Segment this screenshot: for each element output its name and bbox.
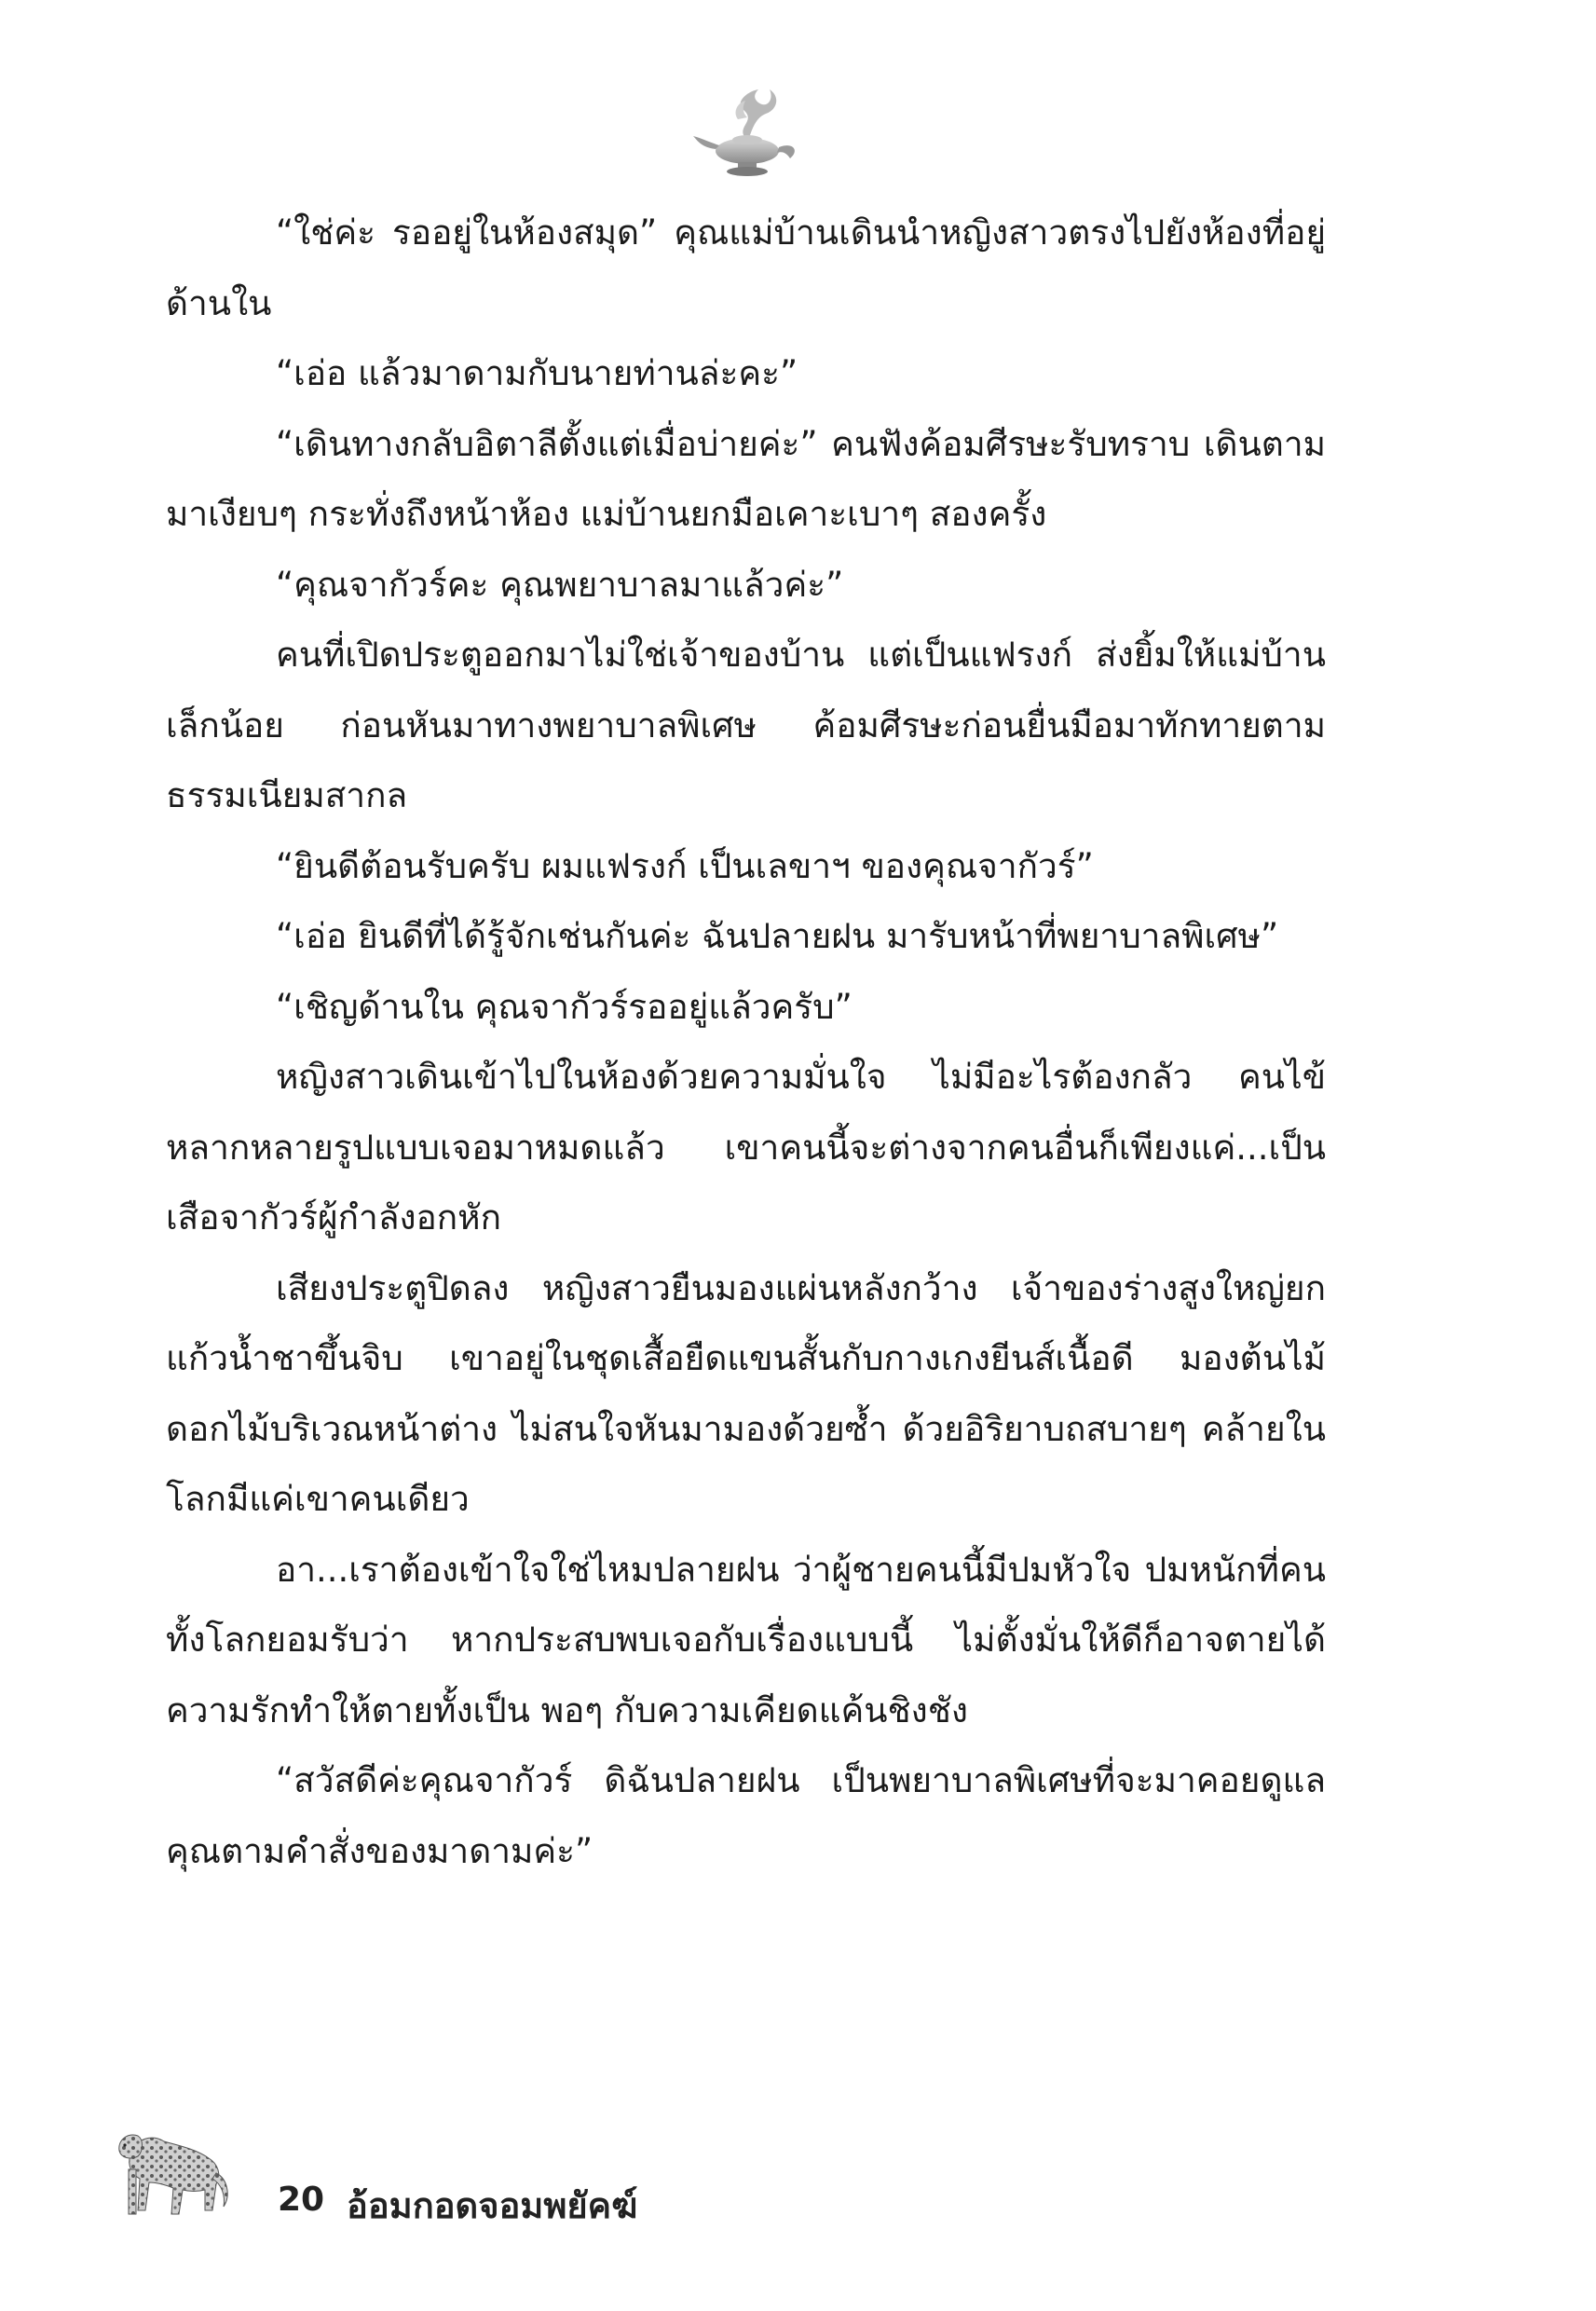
paragraph: “คุณจากัวร์คะ คุณพยาบาลมาแล้วค่ะ” [276,564,844,605]
paragraph: “สวัสดีค่ะคุณจากัวร์ ดิฉันปลายฝน เป็นพยาบาลพิเศษที่จะมาคอยดูแลคุณตามคำสั่งของมาดามค่ะ” [166,1760,1326,1871]
paragraph: “เอ่อ แล้วมาดามกับนายท่านล่ะคะ” [276,353,798,393]
paragraph: อา...เราต้องเข้าใจใช่ไหมปลายฝน ว่าผู้ชายคนนี้มีปมหัวใจ ปมหนักที่คนทั้งโลกยอมรับว่า หากประสบพบเจอกับเรื่องแบบนี้ ไม่ตั้งมั่นให้ดีก็อาจตายได้ ความรักทำให้ตายทั้งเป็น พอๆ กับความเคียดแค้นชิงชัง [166,1549,1326,1730]
leopard-icon [112,2117,233,2227]
paragraph: “เดินทางกลับอิตาลีตั้งแต่เมื่อบ่ายค่ะ” คนฟังค้อมศีรษะรับทราบ เดินตามมาเงียบๆ กระทั่งถึงหน้าห้อง แม่บ้านยกมือเคาะเบาๆ สองครั้ง [166,423,1326,534]
paragraph: คนที่เปิดประตูออกมาไม่ใช่เจ้าของบ้าน แต่เป็นแฟรงก์ ส่งยิ้มให้แม่บ้านเล็กน้อย ก่อนหันมาทางพยาบาลพิเศษ ค้อมศีรษะก่อนยื่นมือมาทักทายตามธรรมเนียมสากล [166,635,1326,815]
book-title: อ้อมกอดจอมพยัคฆ์ [347,2185,638,2226]
page-number: 20 [278,2181,325,2219]
paragraph: “เชิญด้านใน คุณจากัวร์รออยู่แล้วครับ” [276,986,853,1027]
body-text [166,198,1326,1886]
genie-lamp-icon [691,82,803,185]
paragraph: หญิงสาวเดินเข้าไปในห้องด้วยความมั่นใจ ไม่มีอะไรต้องกลัว คนไข้หลากหลายรูปแบบเจอมาหมดแล้ว เขาคนนี้จะต่างจากคนอื่นก็เพียงแค่...เป็นเสือจากัวร์ผู้กำลังอกหัก [166,1057,1326,1238]
paragraph: “ยินดีต้อนรับครับ ผมแฟรงก์ เป็นเลขาฯ ของคุณจากัวร์” [276,845,1094,886]
paragraph: “ใช่ค่ะ รออยู่ในห้องสมุด” คุณแม่บ้านเดินนำหญิงสาวตรงไปยังห้องที่อยู่ด้านใน [166,212,1326,323]
paragraph: เสียงประตูปิดลง หญิงสาวยืนมองแผ่นหลังกว้าง เจ้าของร่างสูงใหญ่ยกแก้วน้ำชาขึ้นจิบ เขาอยู่ในชุดเสื้อยืดแขนสั้นกับกางเกงยีนส์เนื้อดี มองต้นไม้ดอกไม้บริเวณหน้าต่าง ไม่สนใจหันมามองด้วยซ้ำ ด้วยอิริยาบถสบายๆ คล้ายในโลกมีแค่เขาคนเดียว [166,1267,1326,1519]
paragraph: “เอ่อ ยินดีที่ได้รู้จักเช่นกันค่ะ ฉันปลายฝน มารับหน้าที่พยาบาลพิเศษ” [276,916,1279,956]
